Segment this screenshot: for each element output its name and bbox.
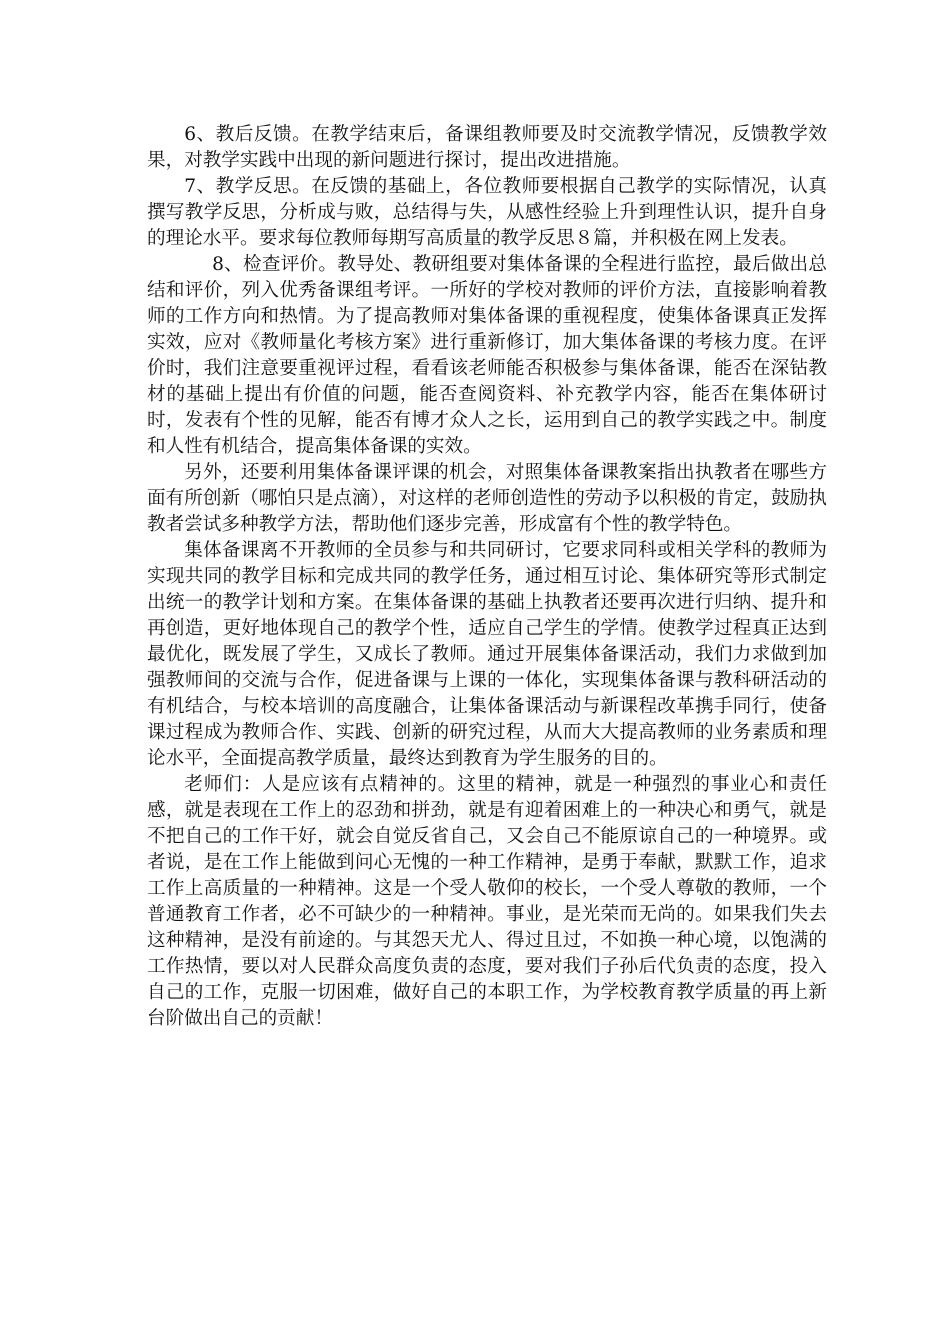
paragraph-inspection-evaluation: 8、检查评价。教导处、教研组要对集体备课的全程进行监控，最后做出总结和评价，列入优秀备课组考评。一所好的学校对教师的评价方法，直接影响着教师的工作方向和热情。为了提高教师对集体备课的重视程度，使集体备课真正发挥实效，应对《教师量化考核方案》进行重新修订，加大集体备课的考核力度。在评价时，我们注意要重视评过程，看看该老师能否积极参与集体备课，能否在深钻教材的基础上提出有价值的问题，能否查阅资料、补充教学内容，能否在集体研讨时，发表有个性的见解，能否有博才众人之长，运用到自己的教学实践之中。制度和人性有机结合，提高集体备课的实效。	[147, 254, 827, 457]
paragraph-closing-remarks: 老师们：人是应该有点精神的。这里的精神，就是一种强烈的事业心和责任感，就是表现在工作上的忍劲和拼劲，就是有迎着困难上的一种决心和勇气，就是不把自己的工作干好，就会自觉反省自己，又会自己不能原谅自己的一种境界。或者说，是在工作上能做到问心无愧的一种工作精神，是勇于奉献，默默工作，追求工作上高质量的一种精神。这是一个受人敬仰的校长，一个受人尊敬的教师，一个普通教育工作者，必不可缺少的一种精神。事业，是光荣而无尚的。如果我们失去这种精神，是没有前途的。与其怨天尤人、得过且过，不如换一种心境，以饱满的工作热情，要以对人民群众高度负责的态度，要对我们子孙后代负责的态度，投入自己的工作，克服一切困难，做好自己的本职工作，为学校教育教学质量的再上新台阶做出自己的贡献！	[147, 774, 827, 1029]
paragraph-post-lesson-feedback: 6、教后反馈。在教学结束后，备课组教师要及时交流教学情况，反馈教学效果，对教学实践中出现的新问题进行探讨，提出改进措施。	[147, 124, 827, 171]
document-body	[147, 122, 827, 1032]
paragraph-teaching-reflection: 7、教学反思。在反馈的基础上，各位教师要根据自己教学的实际情况，认真撰写教学反思，分析成与败，总结得与失，从感性经验上升到理性认识，提升自身的理论水平。要求每位教师每期写高质量的教学反思８篇，并积极在网上发表。	[147, 176, 827, 249]
paragraph-lesson-review: 另外，还要利用集体备课评课的机会，对照集体备课教案指出执教者在哪些方面有所创新（哪怕只是点滴），对这样的老师创造性的劳动予以积极的肯定，鼓励执教者尝试多种教学方法，帮助他们逐步完善，形成富有个性的教学特色。	[147, 462, 827, 535]
paragraph-collective-preparation: 集体备课离不开教师的全员参与和共同研讨，它要求同科或相关学科的教师为实现共同的教学目标和完成共同的教学任务，通过相互讨论、集体研究等形式制定出统一的教学计划和方案。在集体备课的基础上执教者还要再次进行归纳、提升和再创造，更好地体现自己的教学个性，适应自己学生的学情。使教学过程真正达到最优化，既发展了学生，又成长了教师。通过开展集体备课活动，我们力求做到加强教师间的交流与合作，促进备课与上课的一体化，实现集体备课与教科研活动的有机结合，与校本培训的高度融合，让集体备课活动与新课程改革携手同行，使备课过程成为教师合作、实践、创新的研究过程，从而大大提高教师的业务素质和理论水平，全面提高教学质量，最终达到教育为学生服务的目的。	[147, 540, 827, 769]
